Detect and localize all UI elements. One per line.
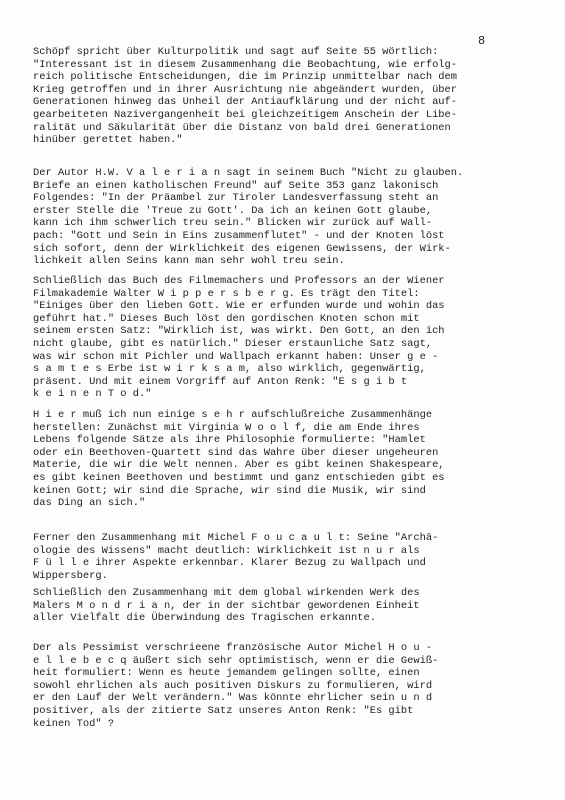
text-line: präsent. Und mit einem Vorgriff auf Anton Renk: "E s g i b t bbox=[33, 375, 408, 388]
text-line: aller Vielfalt die Überwindung des Tragischen erkannte. bbox=[33, 612, 376, 625]
text-line: s a m t e s Erbe ist w i r k s a m, also wirklich, gegenwärtig, bbox=[33, 363, 426, 376]
text-line: Malers M o n d r i a n, der in der sichtbar gewordenen Einheit bbox=[33, 599, 420, 612]
text-line: keinen Gott; wir sind die Sprache, wir sind die Musik, wir sind bbox=[33, 484, 426, 497]
text-line: H i e r muß ich nun einige s e h r aufschlußreiche Zusammenhänge bbox=[33, 409, 433, 421]
paragraph-mondrian bbox=[33, 587, 543, 625]
text-line: Lebens folgende Sätze als ihre Philosophie formulierte: "Hamlet bbox=[33, 434, 426, 447]
text-line: Der als Pessimist verschrieene französische Autor Michel H o u - bbox=[33, 642, 433, 654]
text-line: gearbeiteten Nazivergangenheit bei gleichzeitigem Anschein der Libe- bbox=[33, 108, 458, 121]
text-line: sowohl ehrlichen als auch positiven Diskurs zu formulieren, wird bbox=[33, 679, 433, 692]
text-line: Materie, die wir die Welt nennen. Aber es gibt keinen Shakespeare, bbox=[33, 459, 445, 472]
text-line: seinem ersten Satz: "Wirklich ist, was wirkt. Den Gott, an den ich bbox=[33, 325, 445, 338]
text-line: nicht glaube, gibt es natürlich." Dieser erstaunliche Satz sagt, bbox=[33, 337, 433, 350]
text-line: Wippersberg. bbox=[33, 569, 108, 582]
text-line: keinen Tod" ? bbox=[33, 717, 115, 730]
text-line: pach: "Gott und Sein in Eins zusammenflutet" - und der Knoten löst bbox=[33, 229, 445, 242]
text-line: Briefe an einen katholischen Freund" auf Seite 353 ganz lakonisch bbox=[33, 179, 439, 192]
text-line: oder ein Beethoven-Quartett sind das Wahre über dieser ungeheuren bbox=[33, 446, 439, 459]
text-line: e l l e b e c q äußert sich sehr optimistisch, wenn er die Gewiß- bbox=[33, 654, 439, 667]
text-line: Generationen hinweg das Unheil der Antiaufklärung und der nicht auf- bbox=[33, 96, 458, 109]
text-line: Ferner den Zusammenhang mit Michel F o u c a u l t: Seine "Archä- bbox=[33, 532, 439, 544]
text-line: heit formuliert: Wenn es heute jemandem gelingen sollte, einen bbox=[33, 667, 420, 680]
text-line: das Ding an sich." bbox=[33, 497, 146, 510]
text-line: Filmakademie Walter W i p p e r s b e r g. Es trägt den Titel: bbox=[33, 287, 420, 300]
text-line: erster Stelle die 'Treue zu Gott'. Da ich an keinen Gott glaube, bbox=[33, 204, 433, 217]
paragraph-houellebecq bbox=[33, 642, 543, 730]
text-line: ologie des Wissens" macht deutlich: Wirklichkeit ist n u r als bbox=[33, 544, 420, 557]
paragraph-schoepf bbox=[33, 46, 543, 147]
text-line: reich politische Entscheidungen, die im Prinzip unmittelbar nach dem bbox=[33, 71, 458, 84]
text-line: Schließlich das Buch des Filmemachers und Professors an der Wiener bbox=[33, 275, 445, 287]
paragraph-foucault bbox=[33, 532, 543, 582]
text-line: sich sofort, denn der Wirklichkeit des eigenen Gewissens, der Wirk- bbox=[33, 242, 451, 255]
text-line: positiver, als der zitierte Satz unseres Anton Renk: "Es gibt bbox=[33, 704, 414, 717]
text-line: Krieg getroffen und in ihrer Ausrichtung nie abgeändert wurden, über bbox=[33, 83, 458, 96]
paragraph-wippersberg bbox=[33, 275, 543, 401]
paragraph-woolf bbox=[33, 409, 543, 510]
text-line: es gibt keinen Beethoven und bestimmt und ganz entschieden gibt es bbox=[33, 471, 445, 484]
text-line: Schöpf spricht über Kulturpolitik und sagt auf Seite 55 wörtlich: bbox=[33, 46, 439, 58]
text-line: F ü l l e ihrer Aspekte erkennbar. Klarer Bezug zu Wallpach und bbox=[33, 557, 426, 570]
text-line: Schließlich den Zusammenhang mit dem global wirkenden Werk des bbox=[33, 587, 420, 599]
text-line: was wir schon mit Pichler und Wallpach erkannt haben: Unser g e - bbox=[33, 350, 439, 363]
text-line: Folgendes: "In der Präambel zur Tiroler Landesverfassung steht an bbox=[33, 192, 439, 205]
text-line: ralität und Säkularität über die Distanz von bald drei Generationen bbox=[33, 121, 451, 134]
paragraph-valerian bbox=[33, 167, 543, 268]
text-line: er den Lauf der Welt verändern." Was könnte ehrlicher sein u n d bbox=[33, 692, 433, 705]
text-line: hinüber gerettet haben." bbox=[33, 134, 183, 147]
text-line: geführt hat." Dieses Buch löst den gordischen Knoten schon mit bbox=[33, 312, 420, 325]
text-line: kann ich ihm schwerlich treu sein." Blicken wir zurück auf Wall- bbox=[33, 217, 433, 230]
text-line: "Interessant ist in diesem Zusammenhang die Beobachtung, wie erfolg- bbox=[33, 58, 458, 71]
text-line: Der Autor H.W. V a l e r i a n sagt in seinem Buch "Nicht zu glauben. bbox=[33, 167, 464, 179]
text-line: lichkeit allen Seins kann man sehr wohl treu sein. bbox=[33, 255, 345, 268]
page-number: 8 bbox=[478, 34, 486, 48]
text-line: k e i n e n T o d." bbox=[33, 388, 152, 401]
text-line: herstellen: Zunächst mit Virginia W o o l f, die am Ende ihres bbox=[33, 421, 420, 434]
text-line: "Einiges über den lieben Gott. Wie er erfunden wurde und wohin das bbox=[33, 300, 445, 313]
